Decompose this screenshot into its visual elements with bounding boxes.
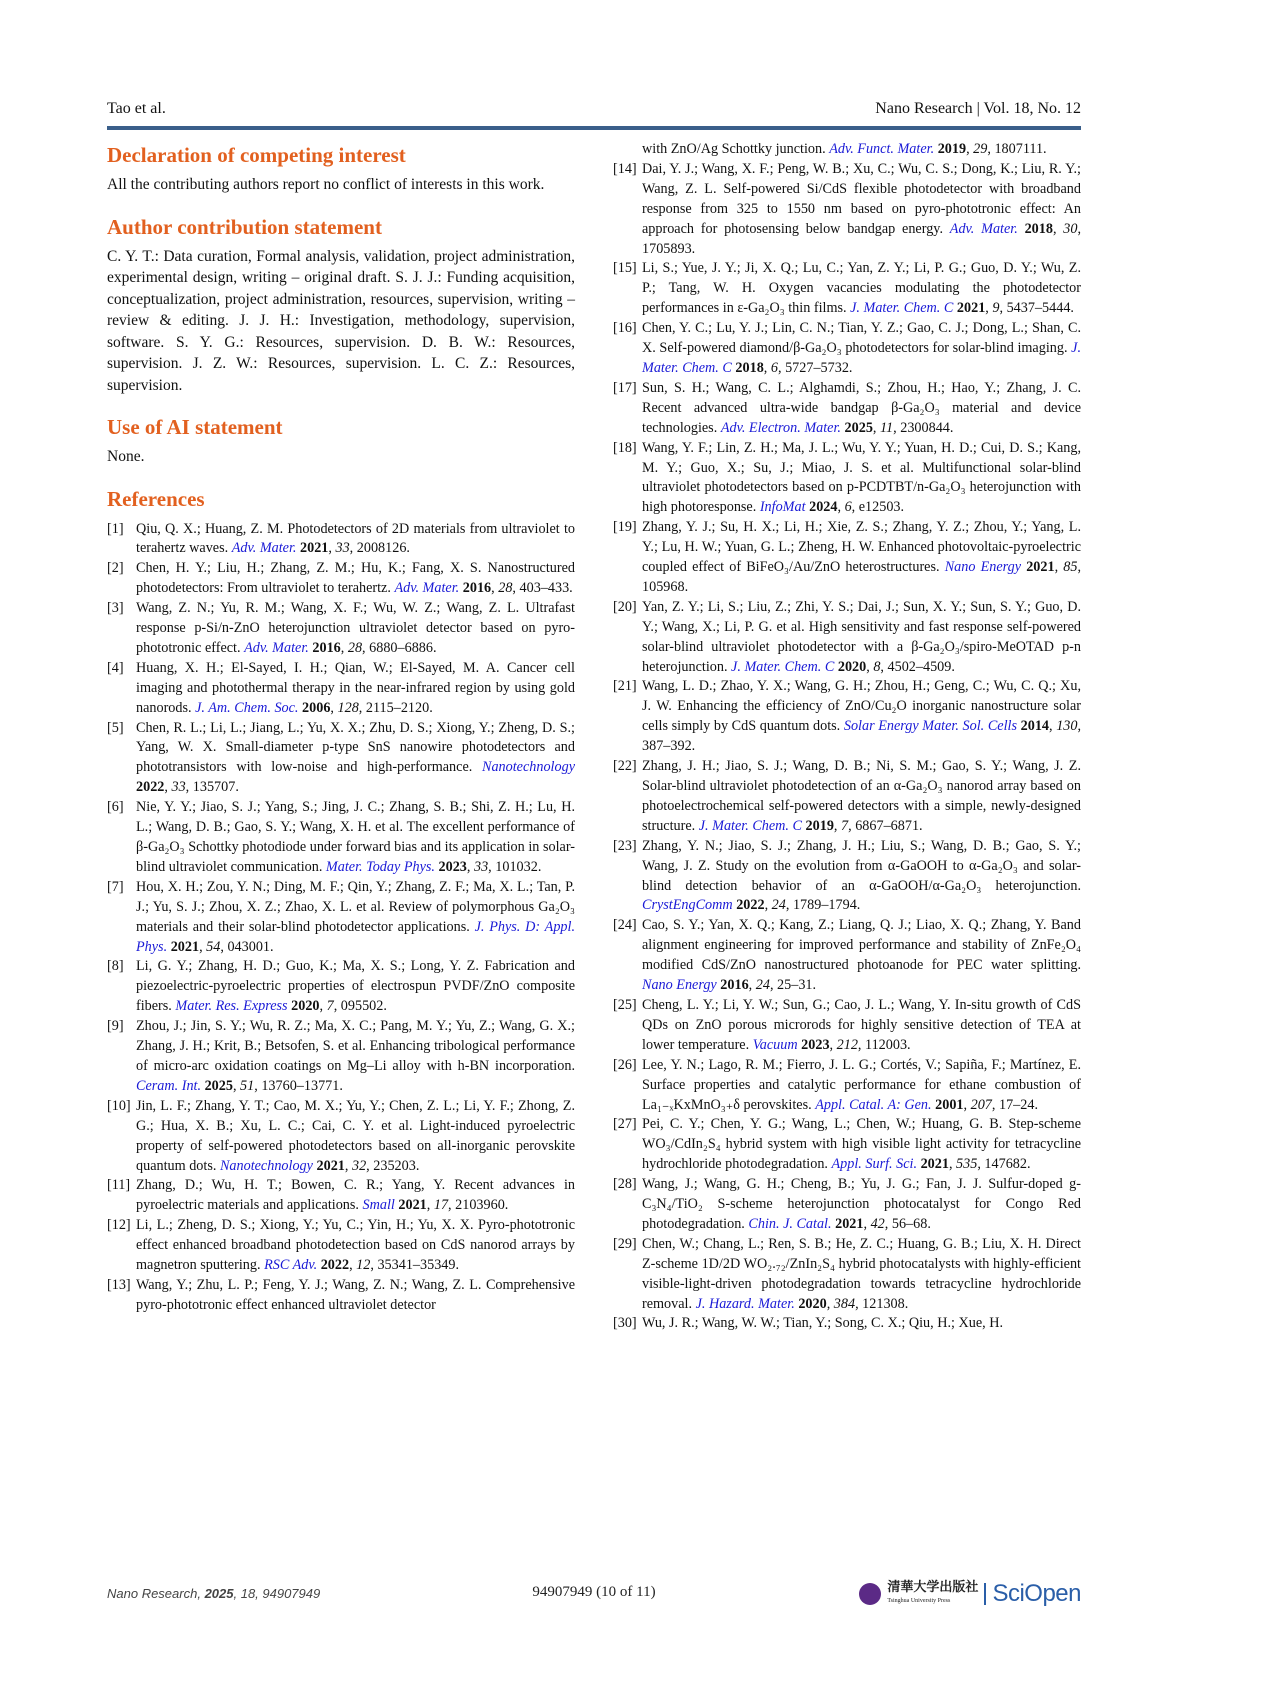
journal-link[interactable]: Mater. Today Phys. <box>325 858 435 875</box>
reference-item: [8] Li, G. Y.; Zhang, H. D.; Guo, K.; Ma, X. S.; Long, Y. Z. Fabrication and piezoelectric-pyroelectric properties of electrospun PVDF/ZnO composite fibers. Mater. Res. Express 2020, 7, 095502. <box>107 957 575 1017</box>
reference-number: [27] <box>613 1116 637 1133</box>
reference-number: [11] <box>107 1177 131 1194</box>
journal-link[interactable]: J. Mater. Chem. C <box>642 340 1082 376</box>
journal-link[interactable]: J. Mater. Chem. C <box>698 817 802 834</box>
reference-number: [10] <box>107 1097 131 1114</box>
author-running-head: Tao et al. <box>107 100 166 117</box>
journal-link[interactable]: Adv. Mater. <box>244 639 309 656</box>
journal-link[interactable]: Chin. J. Catal. <box>748 1215 832 1232</box>
sciopen-logo: SciOpen <box>992 1580 1081 1607</box>
reference-number: [5] <box>107 719 124 736</box>
reference-item: [16] Chen, Y. C.; Lu, Y. J.; Lin, C. N.; Tian, Y. Z.; Gao, C. J.; Dong, L.; Shan, C. X. Self-powered diamond/β-Ga₂O₃ photodetectors for solar-blind imaging. J. Mater. Chem. C 2018, 6, 5727–5732. <box>613 319 1081 379</box>
reference-item: [15] Li, S.; Yue, J. Y.; Ji, X. Q.; Lu, C.; Yan, Z. Y.; Li, P. G.; Guo, D. Y.; Wu, Z. P.; Tang, W. H. Oxygen vacancies modulating the photodetector performances in ε-Ga₂O₃ thin films. J. Mater. Chem. C 2021, 9, 5437–5444. <box>613 259 1081 319</box>
page-footer <box>107 1580 1081 1610</box>
journal-link[interactable]: Nano Energy <box>642 977 717 994</box>
journal-link[interactable]: Adv. Electron. Mater. <box>720 419 841 436</box>
reference-number: [19] <box>613 519 637 536</box>
journal-link[interactable]: Mater. Res. Express <box>175 998 288 1015</box>
section-title: Author contribution statement <box>107 214 382 239</box>
journal-link[interactable]: Vacuum <box>752 1036 798 1053</box>
reference-number: [2] <box>107 560 124 577</box>
section-body: All the contributing authors report no conflict of interests in this work. <box>107 176 545 193</box>
reference-number: [21] <box>613 678 637 695</box>
reference-number: [18] <box>613 439 637 456</box>
reference-item: [25] Cheng, L. Y.; Li, Y. W.; Sun, G.; Cao, J. L.; Wang, Y. In-situ growth of CdS QDs on ZnO porous microrods for highly sensitive detection of TEA at lower temperature. Vacuum 2023, 212, 112003. <box>613 996 1081 1056</box>
reference-item: [23] Zhang, Y. N.; Jiao, S. J.; Zhang, J. H.; Liu, S.; Wang, D. B.; Gao, S. Y.; Wang, J. Z. Study on the evolution from α-GaOOH to α-Ga₂O₃ and solar-blind detection behavior of an α-GaOOH/α-Ga₂O₃ heterojunction. CrystEngComm 2022, 24, 1789–1794. <box>613 837 1081 917</box>
logo-divider <box>984 1583 986 1605</box>
tsinghua-seal-icon <box>859 1583 881 1605</box>
journal-link[interactable]: J. Am. Chem. Soc. <box>195 699 299 716</box>
journal-link[interactable]: J. Hazard. Mater. <box>695 1295 795 1312</box>
reference-item: [29] Chen, W.; Chang, L.; Ren, S. B.; He, Z. C.; Huang, G. B.; Liu, X. H. Direct Z-scheme 1D/2D WO₂.₇₂/ZnIn₂S₄ hybrid photocatalysts with highly-efficient visible-light-driven photodegradation towards tetracycline hydrochloride removal. J. Hazard. Mater. 2020, 384, 121308. <box>613 1235 1081 1315</box>
reference-item: [13] Wang, Y.; Zhu, L. P.; Feng, Y. J.; Wang, Z. N.; Wang, Z. L. Comprehensive pyro-phototronic effect enhanced ultraviolet detector <box>107 1276 575 1316</box>
section-title: Declaration of competing interest <box>107 143 406 167</box>
reference-item: [12] Li, L.; Zheng, D. S.; Xiong, Y.; Yu, C.; Yin, H.; Yu, X. X. Pyro-phototronic effect enhanced broadband photodetection based on CdS nanorod arrays by magnetron sputtering. RSC Adv. 2022, 12, 35341–35349. <box>107 1216 575 1276</box>
reference-number: [30] <box>613 1315 637 1332</box>
reference-number: [3] <box>107 600 124 617</box>
reference-item: [17] Sun, S. H.; Wang, C. L.; Alghamdi, S.; Zhou, H.; Hao, Y.; Zhang, J. C. Recent advanced ultra-wide bandgap β-Ga₂O₃ material and device technologies. Adv. Electron. Mater. 2025, 11, 2300844. <box>613 379 1081 439</box>
citation-footer: Nano Research, 2025, 18, 94907949 <box>107 1586 321 1601</box>
header-rule <box>107 126 1081 130</box>
reference-number: [16] <box>613 320 637 337</box>
section-title: Use of AI statement <box>107 415 283 439</box>
journal-link[interactable]: Appl. Surf. Sci. <box>831 1156 918 1173</box>
publisher-logos <box>859 1580 1081 1608</box>
journal-link[interactable]: Ceram. Int. <box>136 1077 202 1094</box>
journal-link[interactable]: Nanotechnology <box>482 759 575 776</box>
journal-link[interactable]: Nano Energy <box>944 559 1022 576</box>
reference-item: [1] Qiu, Q. X.; Huang, Z. M. Photodetectors of 2D materials from ultraviolet to terahertz waves. Adv. Mater. 2021, 33, 2008126. <box>107 520 575 560</box>
reference-continuation: with ZnO/Ag Schottky junction. Adv. Funct. Mater. 2019, 29, 1807111. <box>642 141 1047 157</box>
reference-number: [9] <box>107 1018 124 1035</box>
reference-number: [25] <box>613 996 637 1013</box>
reference-item: [4] Huang, X. H.; El-Sayed, I. H.; Qian, W.; El-Sayed, M. A. Cancer cell imaging and photothermal therapy in the near-infrared region by using gold nanorods. J. Am. Chem. Soc. 2006, 128, 2115–2120. <box>107 659 575 719</box>
reference-number: [24] <box>613 917 637 934</box>
reference-number: [12] <box>107 1217 131 1234</box>
reference-item: [21] Wang, L. D.; Zhao, Y. X.; Wang, G. H.; Zhou, H.; Geng, C.; Wu, C. Q.; Xu, J. W. Enhancing the efficiency of ZnO/Cu₂O inorganic nanostructure solar cells simply by CdS quantum dots. Solar Energy Mater. Sol. Cells 2014, 130, 387–392. <box>613 677 1081 757</box>
reference-item: [6] Nie, Y. Y.; Jiao, S. J.; Yang, S.; Jing, J. C.; Zhang, S. B.; Shi, Z. H.; Lu, H. L.; Wang, D. B.; Gao, S. Y.; Wang, X. H. et al. The excellent performance of β-Ga₂O₃ Schottky photodiode under forward bias and its application in solar-blind ultraviolet communication. Mater. Today Phys. 2023, 33, 101032. <box>107 798 575 878</box>
reference-number: [14] <box>613 160 637 177</box>
reference-item: [3] Wang, Z. N.; Yu, R. M.; Wang, X. F.; Wu, W. Z.; Wang, Z. L. Ultrafast response p-Si/n-ZnO heterojunction ultraviolet detector based on pyro-phototronic effect. Adv. Mater. 2016, 28, 6880–6886. <box>107 599 575 659</box>
reference-item: [26] Lee, Y. N.; Lago, R. M.; Fierro, J. L. G.; Cortés, V.; Sapiña, F.; Martínez, E. Surface properties and catalytic performance for ethane combustion of La₁₋ₓKxMnO₃₊δ perovskites. Appl. Catal. A: Gen. 2001, 207, 17–24. <box>613 1056 1081 1116</box>
reference-number: [13] <box>107 1276 131 1293</box>
reference-item: [27] Pei, C. Y.; Chen, Y. G.; Wang, L.; Chen, W.; Huang, G. B. Step-scheme WO₃/CdIn₂S₄ hybrid system with high visible light activity for tetracycline hydrochloride photodegradation. Appl. Surf. Sci. 2021, 535, 147682. <box>613 1115 1081 1175</box>
reference-number: [22] <box>613 758 637 775</box>
reference-item: [9] Zhou, J.; Jin, S. Y.; Wu, R. Z.; Ma, X. C.; Pang, M. Y.; Yu, Z.; Wang, G. X.; Zhang, J. H.; Krit, B.; Betsofen, S. et al. Enhancing tribological performance of micro-arc oxidation coatings on Mg–Li alloy with h-BN incorporation. Ceram. Int. 2025, 51, 13760–13771. <box>107 1017 575 1097</box>
reference-number: [29] <box>613 1235 637 1252</box>
reference-item: [11] Zhang, D.; Wu, H. T.; Bowen, C. R.; Yang, Y. Recent advances in pyroelectric materials and applications. Small 2021, 17, 2103960. <box>107 1176 575 1216</box>
reference-item: [7] Hou, X. H.; Zou, Y. N.; Ding, M. F.; Qin, Y.; Zhang, Z. F.; Ma, X. L.; Tan, P. J.; Yu, S. J.; Zhou, X. Z.; Zhao, X. L. et al. Review of polymorphous Ga₂O₃ materials and their solar-blind photodetector applications. J. Phys. D: Appl. Phys. 2021, 54, 043001. <box>107 878 575 958</box>
reference-item: [2] Chen, H. Y.; Liu, H.; Zhang, Z. M.; Hu, K.; Fang, X. S. Nanostructured photodetectors: From ultraviolet to terahertz. Adv. Mater. 2016, 28, 403–433. <box>107 559 575 599</box>
reference-item: [19] Zhang, Y. J.; Su, H. X.; Li, H.; Xie, Z. S.; Zhang, Y. Z.; Zhou, Y.; Yang, L. Y.; Lu, H. W.; Yuan, G. L.; Zheng, H. W. Enhanced photovoltaic-pyroelectric coupled effect of BiFeO₃/Au/ZnO heterostructures. Nano Energy 2021, 85, 105968. <box>613 518 1081 598</box>
section-ai-statement <box>107 412 575 468</box>
section-body: None. <box>107 448 145 465</box>
reference-item: [20] Yan, Z. Y.; Li, S.; Liu, Z.; Zhi, Y. S.; Dai, J.; Sun, X. Y.; Sun, S. Y.; Guo, D. Y.; Wang, X.; Li, P. G. et al. High sensitivity and fast response self-powered solar-blind ultraviolet photodetector with a β-Ga₂O₃/spiro-MeOTAD p-n heterojunction. J. Mater. Chem. C 2020, 8, 4502–4509. <box>613 598 1081 678</box>
reference-list <box>613 160 1081 1334</box>
section-title: References <box>107 486 205 511</box>
journal-link[interactable]: Appl. Catal. A: Gen. <box>815 1096 932 1113</box>
reference-item: [28] Wang, J.; Wang, G. H.; Cheng, B.; Yu, J. G.; Fan, J. J. Sulfur-doped g-C₃N₄/TiO₂ S-scheme heterojunction photocatalyst for Congo Red photodegradation. Chin. J. Catal. 2021, 42, 56–68. <box>613 1175 1081 1235</box>
reference-number: [7] <box>107 878 124 895</box>
section-references <box>107 484 575 1316</box>
journal-link[interactable]: Nanotechnology <box>219 1157 313 1174</box>
tsinghua-press-logo: 清華大学出版社 Tsinghua University Press <box>887 1579 979 1604</box>
left-column <box>107 140 575 1316</box>
journal-link[interactable]: J. Mater. Chem. C <box>850 300 954 317</box>
reference-number: [4] <box>107 659 124 676</box>
reference-number: [1] <box>107 520 124 537</box>
journal-link[interactable]: CrystEngComm <box>642 897 733 914</box>
reference-number: [28] <box>613 1176 637 1193</box>
journal-link[interactable]: InfoMat <box>759 499 806 516</box>
section-author-contribution <box>107 212 575 397</box>
reference-number: [26] <box>613 1056 637 1073</box>
reference-number: [15] <box>613 260 637 277</box>
journal-link[interactable]: J. Mater. Chem. C <box>731 658 835 675</box>
reference-number: [20] <box>613 598 637 615</box>
right-column <box>613 140 1081 1334</box>
journal-link[interactable]: Solar Energy Mater. Sol. Cells <box>843 718 1018 735</box>
reference-item: [5] Chen, R. L.; Li, L.; Jiang, L.; Yu, X. X.; Zhu, D. S.; Xiong, Y.; Zheng, D. S.; Yang, W. X. Small-diameter p-type SnS nanowire photodetectors and phototransistors with low-noise and high-performance. Nanotechnology 2022, 33, 135707. <box>107 719 575 799</box>
reference-item: [24] Cao, S. Y.; Yan, X. Q.; Kang, Z.; Liang, Q. J.; Liao, X. Q.; Zhang, Y. Band alignment engineering for improved performance and stability of ZnFe₂O₄ modified CdS/ZnO nanostructured photoanode for PEC water splitting. Nano Energy 2016, 24, 25–31. <box>613 916 1081 996</box>
reference-list <box>107 520 575 1316</box>
reference-number: [6] <box>107 799 124 816</box>
journal-link[interactable]: Adv. Funct. Mater. <box>829 141 935 157</box>
journal-link[interactable]: Adv. Mater. <box>231 540 297 557</box>
journal-link[interactable]: Small <box>362 1197 395 1214</box>
section-body: C. Y. T.: Data curation, Formal analysis, validation, project administration, experimental design, writing – original draft. S. J. J.: Funding acquisition, conceptualization, project administration, resources, supervision, writing – review & editing. J. J. H.: Investigation, methodology, supervision, software. S. Y. G.: Resources, supervision. D. B. W.: Resources, supervision. J. Z. W.: Resources, supervision. L. C. Z.: Resources, supervision. <box>107 247 575 394</box>
journal-link[interactable]: RSC Adv. <box>264 1257 318 1274</box>
journal-link[interactable]: Adv. Mater. <box>394 580 460 597</box>
reference-item: [18] Wang, Y. F.; Lin, Z. H.; Ma, J. L.; Wu, Y. Y.; Yuan, H. D.; Cui, D. S.; Kang, M. Y.; Guo, X.; Su, J.; Miao, J. S. et al. Multifunctional solar-blind ultraviolet photodetectors based on p-PCDTBT/n-Ga₂O₃ heterojunction with high photoresponse. InfoMat 2024, 6, e12503. <box>613 439 1081 519</box>
section-competing-interest <box>107 140 575 196</box>
reference-number: [23] <box>613 837 637 854</box>
reference-item: [22] Zhang, J. H.; Jiao, S. J.; Wang, D. B.; Ni, S. M.; Gao, S. Y.; Wang, J. Z. Solar-blind ultraviolet photodetection of an α-Ga₂O₃ nanorod array based on photoelectrochemical self-powered detectors with a simple, newly-designed structure. J. Mater. Chem. C 2019, 7, 6867–6871. <box>613 757 1081 837</box>
reference-item: [10] Jin, L. F.; Zhang, Y. T.; Cao, M. X.; Yu, Y.; Chen, Z. L.; Li, Y. F.; Zhong, Z. G.; Hua, X. B.; Xu, L. C.; Cai, C. Y. et al. Light-induced pyroelectric property of self-powered photodetectors based on all-inorganic perovskite quantum dots. Nanotechnology 2021, 32, 235203. <box>107 1097 575 1177</box>
journal-link[interactable]: J. Phys. D: Appl. Phys. <box>136 918 575 955</box>
reference-number: [8] <box>107 958 124 975</box>
running-header <box>107 100 1081 122</box>
reference-number: [17] <box>613 379 637 396</box>
reference-item: [30] Wu, J. R.; Wang, W. W.; Tian, Y.; Song, C. X.; Qiu, H.; Xue, H. <box>613 1314 1081 1334</box>
reference-item: [14] Dai, Y. J.; Wang, X. F.; Peng, W. B.; Xu, C.; Wu, C. S.; Dong, K.; Liu, R. Y.; Wang, Z. L. Self-powered Si/CdS flexible photodetector with broadband response from 325 to 1550 nm based on pyro-phototronic effect: An approach for photosensing below bandgap energy. Adv. Mater. 2018, 30, 1705893. <box>613 160 1081 260</box>
journal-link[interactable]: Adv. Mater. <box>949 220 1018 237</box>
page-number: 94907949 (10 of 11) <box>532 1584 656 1600</box>
journal-running-head: Nano Research | Vol. 18, No. 12 <box>875 100 1081 117</box>
